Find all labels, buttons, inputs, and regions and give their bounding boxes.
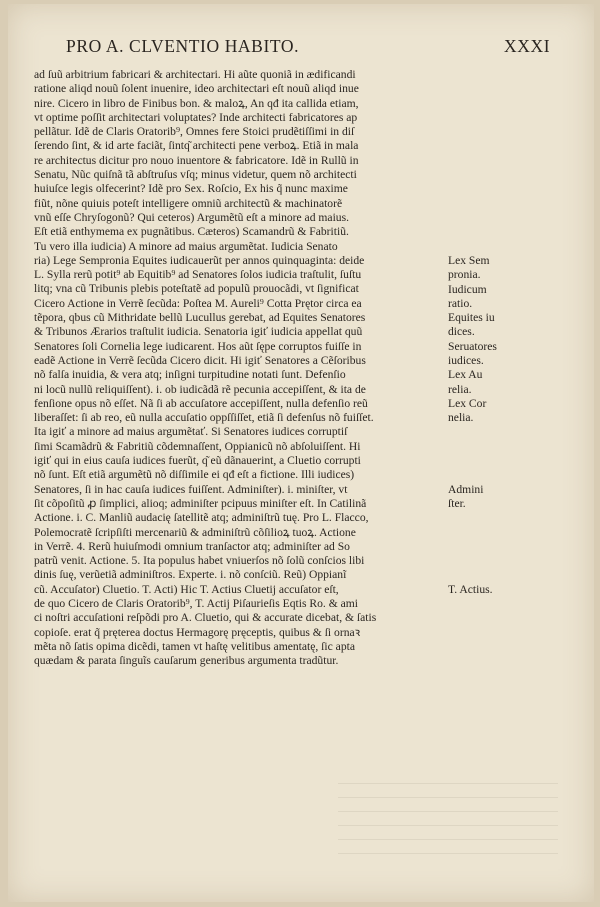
text-line: ria) Lege Sempronia Equites iudicauerũt per annos quinquaginta: deide (34, 253, 365, 267)
text-line: pellãtur. Idẽ de Claris Oratorib⁹, Omnes fere Stoici prudẽtiſſimi in diſ (34, 125, 355, 139)
text-line: Eſt etiã enthymema ex pugnãtibus. Cæteros) Scamandrũ & Fabritiũ. (34, 225, 349, 239)
marginal-note: Lex Cor (448, 396, 487, 410)
text-line: de quo Cicero de Claris Oratorib⁹, T. Actij Piſaurieſis Eqtis Ro. & ami (34, 596, 359, 610)
text-line: copioſe. erat q̃ pręterea doctus Hermagorę pręceptis, quibus & ſi ornaꝛ (34, 625, 361, 639)
marginal-note: pronia. (448, 268, 481, 282)
text-line: re architectus dicitur pro nouo inuentore & fabricatore. Idẽ in Rullũ in (34, 153, 359, 167)
text-line: liberaſſet: ſi ab reo, eũ nulla accuſatio oppſſiſſet, etiã ſi defenſus nõ fuiſſet. (34, 411, 374, 425)
marginal-note: dices. (448, 325, 475, 339)
text-line: cũ. Accuſator) Cluetio. T. Acti) Hic T. Actius Cluetij accuſator eſt, (34, 582, 339, 596)
marginal-note: ſter. (448, 497, 466, 510)
marginal-note: Lex Sem (448, 253, 490, 267)
text-line: nire. Cicero in libro de Finibus bon. & maloꝝ, An qđ ita callida etiam, (34, 96, 359, 110)
marginal-note: T. Actius. (448, 582, 493, 596)
text-line: Tu vero illa iudicia) A minore ad maius argumẽtat. Iudicia Senato (34, 239, 338, 253)
marginal-note: ratio. (448, 296, 473, 310)
text-line: ſerendo ſint, & id arte faciãt, ſintq͂ architecti pene verboꝝ. Etiã in mala (34, 139, 359, 153)
text-line: L. Sylla rerũ potit⁹ ab Equitib⁹ ad Senatores ſolos iudicia traſtulit, ſuſtu (34, 268, 362, 282)
text-line: Polemocratẽ ſcripſiſti mercenariũ & adminiſtrũ cõſilioꝝ tuoꝝ. Actione (34, 525, 356, 539)
marginal-note: Iudicum (448, 282, 487, 296)
text-line: fiũt, nõne quiuis poteſt intelligere omniũ architectũ & machinatorẽ (34, 196, 343, 210)
text-line: Actione. i. C. Manliũ audacię ſatellitẽ atq; adminiſtrũ tuę. Pro L. Flacco, (34, 511, 369, 525)
text-line: mẽta nõ ſatis opima dicẽdi, tamen vt haſtę velitibus amentatę, ſic apta (34, 639, 355, 653)
text-line: ſit cõpoſitũ ꝓ ſimplici, alioq; adminiſter pcipuus miniſter eſt. In Catilinã (34, 496, 367, 510)
text-line: huiuſce legis olfecerint? Idẽ pro Sex. Roſcio, Ex his q̃ nunc maxime (34, 182, 348, 196)
text-line: ſimi Scamãdrũ & Fabritiũ cõdemnaſſent, Oppianicũ nõ abſoluiſſent. Hi (34, 439, 361, 453)
text-line: ci noſtri accuſationi reſpõdi pro A. Cluetio, qui & accurate dicebat, & ſatis (34, 611, 377, 625)
text-line: vnũ eſſe Chryſogonũ? Qui ceteros) Argumẽtũ eſt a minore ad maius. (34, 210, 349, 224)
text-line: ratione aliqd nouũ ſolent inuenire, ideo architectari eſt nouũ aliqd inue (34, 82, 359, 96)
marginal-note: nelia. (448, 411, 474, 425)
marginal-note: relia. (448, 382, 472, 396)
text-line: nõ falſa inuidia, & vera atq; inſigni turpitudine notati ſunt. Defenſio (34, 368, 346, 382)
marginal-note: iudices. (448, 354, 484, 367)
text-line: igiť qui in eius cauſa iudices fuerũt, q͂ eũ dãnauerint, a Cluetio corrupti (34, 454, 361, 468)
text-line: & Tribunos Ærarios traſtulit iudicia. Senatoria igiť iudicia appellat quũ (34, 325, 363, 339)
text-line: Senatores ſoli Cornelia lege iudicarent. Hos aũt ſępe corruptos fuiſſe in (34, 339, 362, 353)
text-line: ad ſuũ arbitrium fabricari & architectari. Hi aũte quoniã in ædificandi (34, 68, 356, 81)
folio-number: XXXI (504, 36, 551, 56)
text-line: Senatu, Nũc quiſnã tã abſtruſus vſq; minus videtur, quem nõ architecti (34, 168, 357, 182)
commentary-text-block (34, 68, 446, 668)
book-page (8, 4, 594, 902)
text-line: Ita igiť a minore ad maius argumẽtať. Si Senatores iudices corruptiſ (34, 425, 348, 439)
text-line: eadẽ Actione in Verrẽ ſecũda Cicero dicit. Hi igiť Senatores a Cẽſoribus (34, 353, 366, 367)
marginal-note: Lex Au (448, 368, 483, 382)
text-line: vt optime poſſit architectari voluptates? Inde architecti fabricatores ap (34, 110, 358, 124)
show-through-bleed (338, 774, 558, 854)
page-header (8, 36, 594, 58)
text-line: tẽpora, qbus cũ Mithridate bellũ Lucullus gerebat, ad Equites Senatores (34, 311, 366, 325)
text-line: in Verrẽ. 4. Rerũ huiuſmodi omnium tranſactor atq; adminiſter ad So (34, 539, 350, 553)
running-title: PRO A. CLVENTIO HABITO. (66, 36, 300, 56)
text-line: fenſione opus nõ eſſet. Nã ſi ab accuſatore accepiſſent, nulla defenſio reũ (34, 396, 368, 410)
marginal-note: Admini (448, 482, 484, 496)
text-line: quædam & parata ſinguĩs cauſarum generibus argumenta tradũtur. (34, 654, 339, 668)
text-line: nõ ſunt. Eſt etiã argumẽtũ nõ diſſimile ei qđ eſt a fictione. Illi iudices) (34, 468, 355, 482)
text-line: patrũ venit. Actione. 5. Ita populus habet vniuerſos nõ ſolũ conſcios libi (34, 554, 365, 568)
text-line: litq; vna cũ Tribunis plebis poteſtatẽ ad populũ prouocãdi, vt ſignificat (34, 282, 359, 296)
marginal-note: Equites iu (448, 311, 495, 325)
text-line: Cicero Actione in Verrẽ ſecũda: Poſtea M. Aureli⁹ Cotta Prętor circa ea (34, 296, 362, 310)
text-line: Senatores, ſi in hac cauſa iudices fuiſſent. Adminiſter). i. miniſter, vt (34, 482, 348, 496)
text-line: ni locũ nullũ reliquiſſent). i. ob iudicãdã rẽ pecunia accepiſſent, & ita de (34, 382, 366, 396)
text-line: dinis ſuę, verũetiã adminiſtros. Experte. i. nõ conſciũ. Reũ) Oppianĩ (34, 568, 347, 582)
marginal-note: Seruatores (448, 339, 497, 353)
